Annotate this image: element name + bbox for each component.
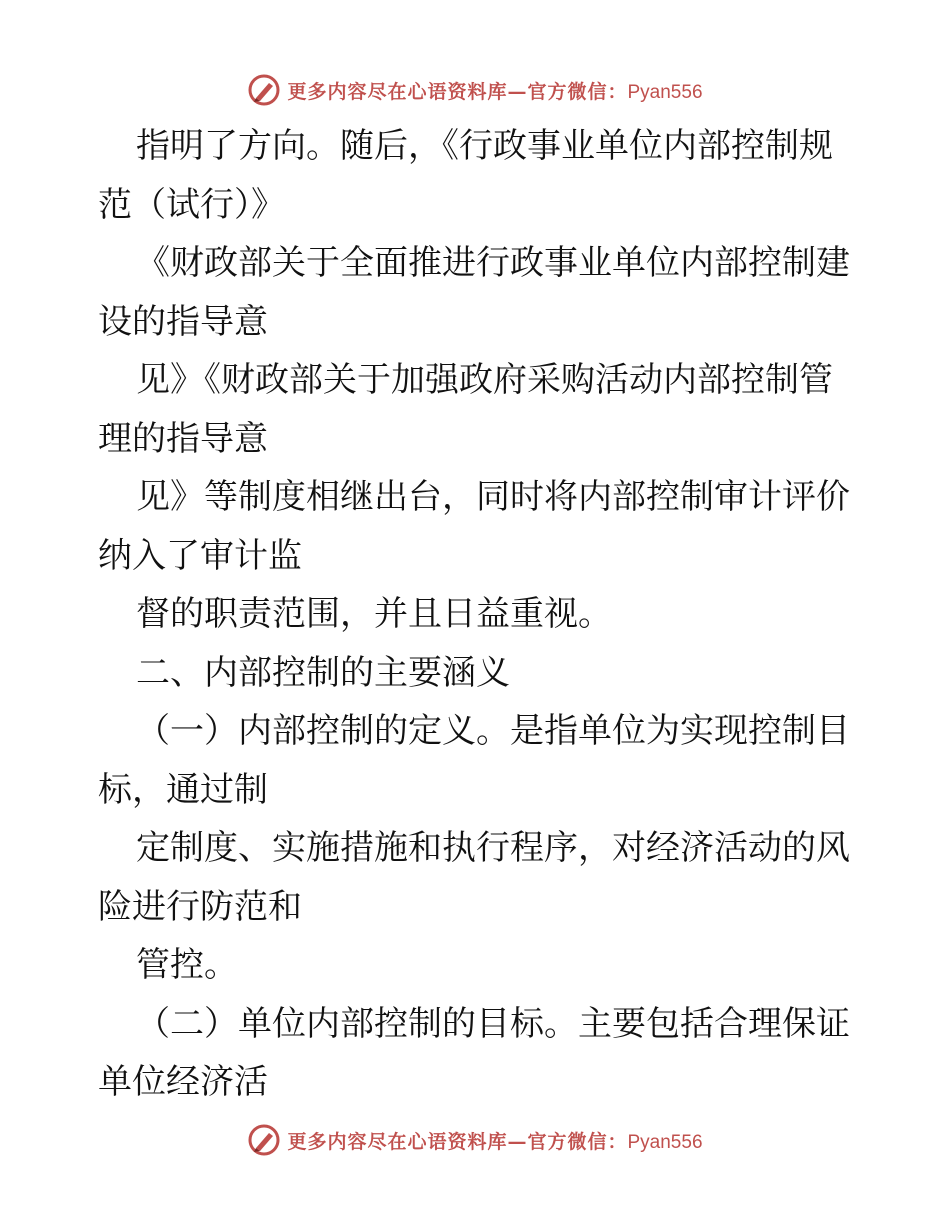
text-line: 设的指导意 xyxy=(98,301,268,342)
text-line: 单位经济活 xyxy=(98,1062,268,1102)
pen-logo-icon xyxy=(247,73,281,107)
text-line: 指明了方向。随后，《行政事业单位内部控制规 xyxy=(136,126,833,166)
text-line: 纳入了审计监 xyxy=(98,535,302,576)
text-line: 管控。 xyxy=(136,945,238,985)
text-line: 《财政部关于全面推进行政事业单位内部控制建 xyxy=(136,243,850,283)
header-watermark xyxy=(0,70,950,110)
text-line: 标，通过制 xyxy=(98,769,268,810)
text-line: 督的职责范围，并且日益重视。 xyxy=(136,594,612,634)
footer-watermark xyxy=(0,1120,950,1160)
section-heading: 二、内部控制的主要涵义 xyxy=(136,652,510,693)
text-line: 见》《财政部关于加强政府采购活动内部控制管 xyxy=(136,360,833,400)
text-line: 见》等制度相继出台，同时将内部控制审计评价 xyxy=(136,477,850,517)
header-brand: 更多内容尽在心语资料库—官方微信：Pyan556 xyxy=(287,80,703,103)
footer-brand: 更多内容尽在心语资料库—官方微信：Pyan556 xyxy=(287,1130,703,1153)
text-line: （二）单位内部控制的目标。主要包括合理保证 xyxy=(136,1003,850,1044)
text-line: （一）内部控制的定义。是指单位为实现控制目 xyxy=(136,711,850,751)
footer-wechat-id: Pyan556 xyxy=(627,1131,703,1153)
text-line: 险进行防范和 xyxy=(98,886,302,927)
text-line: 理的指导意 xyxy=(98,418,268,459)
document-body xyxy=(98,117,858,1112)
pen-logo-icon xyxy=(247,1123,281,1157)
text-line: 范（试行）》 xyxy=(98,184,285,225)
text-line: 定制度、实施措施和执行程序，对经济活动的风 xyxy=(136,828,850,868)
header-wechat-id: Pyan556 xyxy=(627,81,703,103)
